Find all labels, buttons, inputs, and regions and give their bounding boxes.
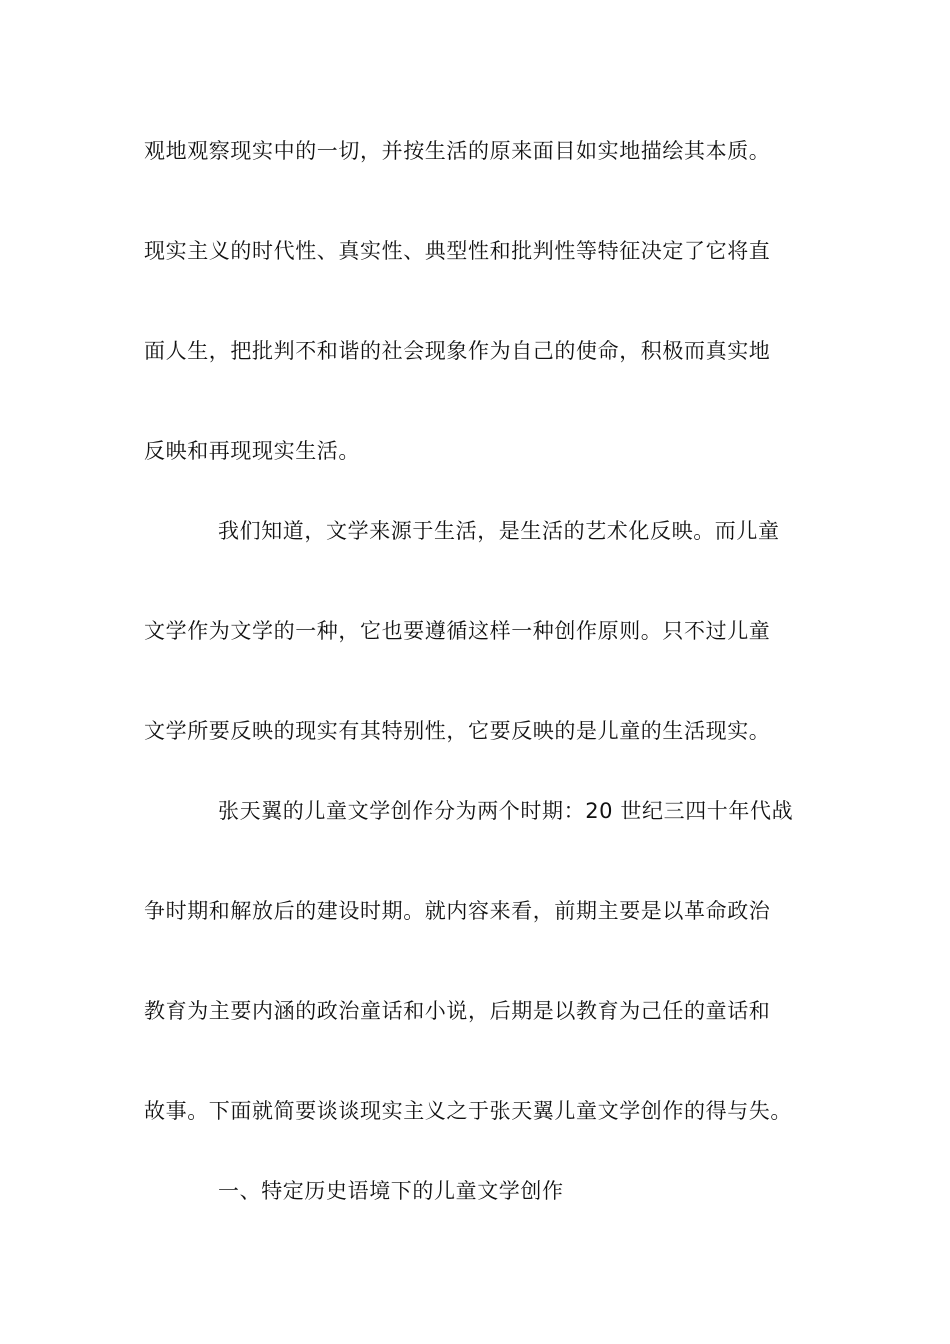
paragraph-line: 观地观察现实中的一切，并按生活的原来面目如实地描绘其本质。 [144, 139, 771, 163]
section-heading: 一、特定历史语境下的儿童文学创作 [218, 1179, 564, 1203]
paragraph-line: 现实主义的时代性、真实性、典型性和批判性等特征决定了它将直 [144, 239, 771, 263]
paragraph-line: 我们知道，文学来源于生活，是生活的艺术化反映。而儿童 [218, 519, 780, 543]
paragraph-line: 文学所要反映的现实有其特别性，它要反映的是儿童的生活现实。 [144, 719, 771, 743]
paragraph-line: 故事。下面就简要谈谈现实主义之于张天翼儿童文学创作的得与失。 [144, 1099, 792, 1123]
paragraph-line: 文学作为文学的一种，它也要遵循这样一种创作原则。只不过儿童 [144, 619, 771, 643]
paragraph-line: 争时期和解放后的建设时期。就内容来看，前期主要是以革命政治 [144, 899, 771, 923]
paragraph-line: 面人生，把批判不和谐的社会现象作为自己的使命，积极而真实地 [144, 339, 771, 363]
paragraph-line: 反映和再现现实生活。 [144, 439, 360, 463]
paragraph-line: 教育为主要内涵的政治童话和小说，后期是以教育为己任的童话和 [144, 999, 771, 1023]
paragraph-line: 张天翼的儿童文学创作分为两个时期：20 世纪三四十年代战 [218, 799, 794, 823]
